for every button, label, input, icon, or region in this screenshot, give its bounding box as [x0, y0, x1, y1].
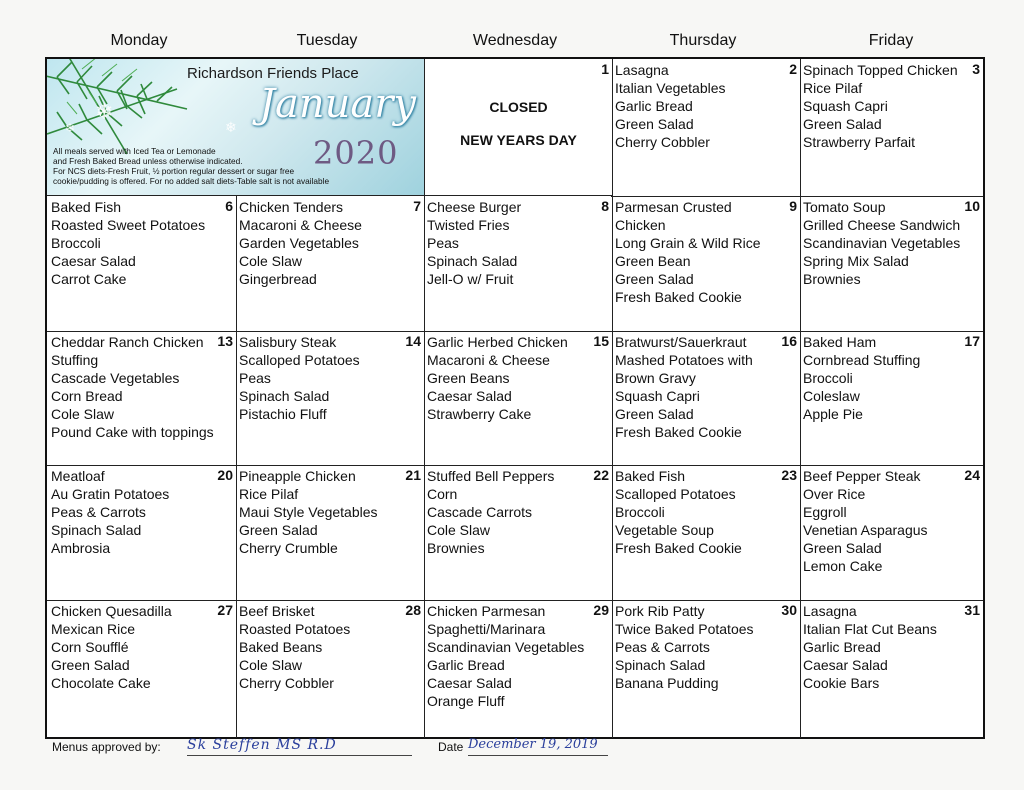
menu-item: Chicken	[615, 217, 666, 233]
snowflake-icon: ❄	[95, 99, 114, 124]
meal-note-line: cookie/pudding is offered. For no added salt diets-Table salt is not available	[53, 176, 330, 186]
menu-item: Green Beans	[427, 370, 510, 386]
menu-item: Mashed Potatoes with	[615, 352, 753, 368]
menu-items	[427, 602, 608, 710]
menu-items	[615, 467, 796, 557]
menu-item: Gingerbread	[239, 271, 317, 287]
menu-item: Garlic Bread	[803, 639, 881, 655]
meal-note-line: and Fresh Baked Bread unless otherwise indicated.	[53, 156, 243, 166]
menu-item: Brownies	[427, 540, 485, 556]
menu-item: Scandinavian Vegetables	[803, 235, 961, 251]
menu-item: Spaghetti/Marinara	[427, 621, 546, 637]
day-cell	[799, 600, 983, 738]
day-number: 20	[217, 467, 233, 483]
day-cell	[423, 600, 613, 738]
day-number: 9	[789, 198, 797, 214]
menu-item: Parmesan Crusted	[615, 199, 732, 215]
menu-items	[803, 198, 979, 288]
menu-item: Brownies	[803, 271, 861, 287]
approval-footer	[52, 737, 752, 762]
date-label: Date	[438, 740, 464, 754]
menu-items	[803, 602, 979, 692]
menu-item: Peas & Carrots	[615, 639, 710, 655]
day-cell	[611, 196, 801, 332]
menu-item: Carrot Cake	[51, 271, 127, 287]
menu-items	[239, 602, 420, 692]
menu-item: Green Salad	[615, 406, 694, 422]
day-number: 6	[225, 198, 233, 214]
menu-item: Peas	[427, 235, 459, 251]
day-number: 14	[405, 333, 421, 349]
menu-item: Tomato Soup	[803, 199, 886, 215]
menu-item: Corn	[427, 486, 458, 502]
menu-item: Italian Vegetables	[615, 80, 726, 96]
menu-item: Ambrosia	[51, 540, 111, 556]
menu-item: Long Grain & Wild Rice	[615, 235, 761, 251]
menu-item: Chicken Parmesan	[427, 603, 546, 619]
menu-item: Cookie Bars	[803, 675, 880, 691]
day-header-row	[45, 32, 985, 56]
month-title: January	[259, 81, 416, 127]
closed-label: CLOSED	[489, 99, 548, 115]
day-number: 21	[405, 467, 421, 483]
menu-item: Spring Mix Salad	[803, 253, 909, 269]
menu-item: Spinach Salad	[239, 388, 330, 404]
menu-item: Stuffed Bell Peppers	[427, 468, 555, 484]
day-header-wednesday: Wednesday	[472, 32, 558, 49]
menu-item: Baked Beans	[239, 639, 323, 655]
day-header-tuesday: Tuesday	[296, 32, 358, 49]
menu-item: Garlic Bread	[615, 98, 693, 114]
menu-item: Garden Vegetables	[239, 235, 359, 251]
snowflake-icon: ❄	[65, 121, 76, 135]
menu-item: Cheddar Ranch Chicken	[51, 334, 204, 350]
menu-item: Strawberry Parfait	[803, 134, 916, 150]
menu-item: Scalloped Potatoes	[615, 486, 736, 502]
day-header-monday: Monday	[110, 32, 168, 49]
menu-item: Caesar Salad	[51, 253, 136, 269]
menu-item: Caesar Salad	[803, 657, 888, 673]
day-cell	[47, 600, 237, 738]
menu-item: Over Rice	[803, 486, 866, 502]
menu-item: Meatloaf	[51, 468, 105, 484]
menu-item: Rice Pilaf	[803, 80, 863, 96]
menu-item: Fresh Baked Cookie	[615, 540, 742, 556]
facility-name: Richardson Friends Place	[187, 65, 359, 82]
menu-item: Scalloped Potatoes	[239, 352, 360, 368]
menu-item: Venetian Asparagus	[803, 522, 928, 538]
menu-item: Broccoli	[803, 370, 853, 386]
menu-item: Beef Brisket	[239, 603, 315, 619]
menu-items	[239, 198, 420, 288]
menu-items	[615, 333, 796, 441]
menu-items	[427, 333, 608, 423]
meal-notes	[53, 146, 425, 186]
day-number: 15	[593, 333, 609, 349]
menu-items	[51, 602, 232, 692]
menu-item: Garlic Herbed Chicken	[427, 334, 568, 350]
day-cell	[423, 196, 613, 332]
menu-items	[615, 602, 796, 692]
day-number: 10	[964, 198, 980, 214]
day-cell	[611, 331, 801, 466]
menu-item: Corn Bread	[51, 388, 123, 404]
day-cell	[423, 331, 613, 466]
menu-item: Mexican Rice	[51, 621, 136, 637]
year-title: 2020	[313, 134, 399, 172]
menu-item: Green Bean	[615, 253, 691, 269]
menu-item: Chicken Tenders	[239, 199, 344, 215]
day-number: 28	[405, 602, 421, 618]
menu-item: Eggroll	[803, 504, 847, 520]
day-number: 24	[964, 467, 980, 483]
menu-item: Green Salad	[803, 540, 882, 556]
menu-items	[803, 61, 979, 151]
menu-item: Green Salad	[51, 657, 130, 673]
day-cell	[611, 600, 801, 738]
day-number: 22	[593, 467, 609, 483]
day-cell-closed	[425, 59, 613, 196]
menu-item: Twice Baked Potatoes	[615, 621, 754, 637]
menu-items	[427, 467, 608, 557]
menu-items	[615, 61, 796, 151]
menu-item: Au Gratin Potatoes	[51, 486, 170, 502]
day-number: 13	[217, 333, 233, 349]
approved-by-label: Menus approved by:	[52, 740, 161, 754]
day-header-friday: Friday	[868, 32, 914, 49]
day-cell	[423, 465, 613, 601]
menu-item: Rice Pilaf	[239, 486, 299, 502]
menu-item: Caesar Salad	[427, 675, 512, 691]
menu-item: Green Salad	[615, 271, 694, 287]
day-cell	[235, 465, 425, 601]
menu-item: Fresh Baked Cookie	[615, 289, 742, 305]
menu-item: Grilled Cheese Sandwich	[803, 217, 961, 233]
menu-item: Strawberry Cake	[427, 406, 532, 422]
menu-item: Lasagna	[615, 62, 669, 78]
menu-calendar-grid	[45, 57, 985, 739]
menu-item: Pistachio Fluff	[239, 406, 327, 422]
menu-items	[51, 467, 232, 557]
menu-item: Roasted Sweet Potatoes	[51, 217, 206, 233]
menu-item: Cherry Cobbler	[615, 134, 710, 150]
menu-items	[803, 333, 979, 423]
menu-items	[239, 467, 420, 557]
meal-note-line: For NCS diets-Fresh Fruit, ½ portion regular dessert or sugar free	[53, 166, 295, 176]
day-number: 27	[217, 602, 233, 618]
day-header-thursday: Thursday	[669, 32, 737, 49]
menu-item: Spinach Topped Chicken	[803, 62, 958, 78]
day-number: 29	[593, 602, 609, 618]
menu-item: Corn Soufflé	[51, 639, 129, 655]
menu-item: Pound Cake with toppings	[51, 424, 214, 440]
menu-item: Squash Capri	[803, 98, 888, 114]
menu-item: Cole Slaw	[427, 522, 491, 538]
menu-item: Coleslaw	[803, 388, 860, 404]
menu-item: Cascade Carrots	[427, 504, 533, 520]
menu-item: Peas	[239, 370, 271, 386]
menu-item: Cascade Vegetables	[51, 370, 180, 386]
menu-item: Lasagna	[803, 603, 857, 619]
menu-item: Lemon Cake	[803, 558, 883, 574]
menu-item: Pork Rib Patty	[615, 603, 705, 619]
menu-item: Brown Gravy	[615, 370, 696, 386]
day-number: 30	[781, 602, 797, 618]
day-cell	[47, 331, 237, 466]
snowflake-icon: ❄	[225, 119, 237, 135]
menu-item: Cornbread Stuffing	[803, 352, 921, 368]
day-number: 3	[972, 61, 980, 77]
day-cell	[799, 59, 983, 197]
menu-item: Baked Fish	[615, 468, 686, 484]
menu-item: Baked Ham	[803, 334, 877, 350]
holiday-label: NEW YEARS DAY	[460, 132, 577, 148]
menu-item: Broccoli	[51, 235, 101, 251]
menu-items	[615, 198, 796, 306]
menu-item: Cheese Burger	[427, 199, 522, 215]
menu-item: Broccoli	[615, 504, 665, 520]
day-number: 8	[601, 198, 609, 214]
menu-item: Spinach Salad	[615, 657, 706, 673]
menu-item: Cole Slaw	[239, 657, 303, 673]
menu-item: Caesar Salad	[427, 388, 512, 404]
menu-item: Italian Flat Cut Beans	[803, 621, 937, 637]
day-cell	[47, 465, 237, 601]
menu-items	[803, 467, 979, 575]
menu-item: Macaroni & Cheese	[427, 352, 550, 368]
menu-item: Peas & Carrots	[51, 504, 146, 520]
menu-item: Bratwurst/Sauerkraut	[615, 334, 747, 350]
month-banner	[47, 59, 425, 196]
menu-item: Cole Slaw	[51, 406, 115, 422]
menu-item: Twisted Fries	[427, 217, 510, 233]
menu-item: Spinach Salad	[51, 522, 142, 538]
menu-items	[427, 198, 608, 288]
day-cell	[799, 196, 983, 332]
menu-item: Banana Pudding	[615, 675, 719, 691]
menu-item: Beef Pepper Steak	[803, 468, 921, 484]
menu-item: Garlic Bread	[427, 657, 505, 673]
menu-item: Chicken Quesadilla	[51, 603, 172, 619]
menu-item: Cherry Cobbler	[239, 675, 334, 691]
day-number: 16	[781, 333, 797, 349]
day-number: 2	[789, 61, 797, 77]
day-number: 17	[964, 333, 980, 349]
day-number: 1	[601, 61, 609, 77]
menu-item: Green Salad	[615, 116, 694, 132]
day-cell	[47, 196, 237, 332]
menu-item: Jell-O w/ Fruit	[427, 271, 514, 287]
menu-items	[51, 198, 232, 288]
menu-item: Baked Fish	[51, 199, 122, 215]
day-cell	[235, 196, 425, 332]
menu-item: Orange Fluff	[427, 693, 505, 709]
day-cell	[799, 331, 983, 466]
menu-item: Apple Pie	[803, 406, 863, 422]
menu-items	[239, 333, 420, 423]
day-cell	[611, 59, 801, 197]
menu-item: Stuffing	[51, 352, 99, 368]
day-cell	[235, 331, 425, 466]
day-cell	[799, 465, 983, 601]
menu-item: Pineapple Chicken	[239, 468, 356, 484]
day-number: 31	[964, 602, 980, 618]
menu-item: Spinach Salad	[427, 253, 518, 269]
menu-item: Chocolate Cake	[51, 675, 151, 691]
menu-item: Macaroni & Cheese	[239, 217, 362, 233]
menu-item: Squash Capri	[615, 388, 700, 404]
menu-item: Scandinavian Vegetables	[427, 639, 585, 655]
menu-item: Salisbury Steak	[239, 334, 337, 350]
menu-item: Green Salad	[803, 116, 882, 132]
day-cell	[235, 600, 425, 738]
menu-item: Green Salad	[239, 522, 318, 538]
approval-date: December 19, 2019	[468, 737, 608, 756]
menu-item: Cherry Crumble	[239, 540, 338, 556]
menu-item: Maui Style Vegetables	[239, 504, 378, 520]
signature: Sk Steffen MS R.D	[187, 737, 412, 756]
menu-items	[51, 333, 232, 441]
meal-note-line: All meals served with Iced Tea or Lemonade	[53, 146, 216, 156]
menu-item: Roasted Potatoes	[239, 621, 351, 637]
menu-item: Cole Slaw	[239, 253, 303, 269]
day-cell	[611, 465, 801, 601]
menu-item: Fresh Baked Cookie	[615, 424, 742, 440]
day-number: 23	[781, 467, 797, 483]
day-number: 7	[413, 198, 421, 214]
menu-item: Vegetable Soup	[615, 522, 714, 538]
